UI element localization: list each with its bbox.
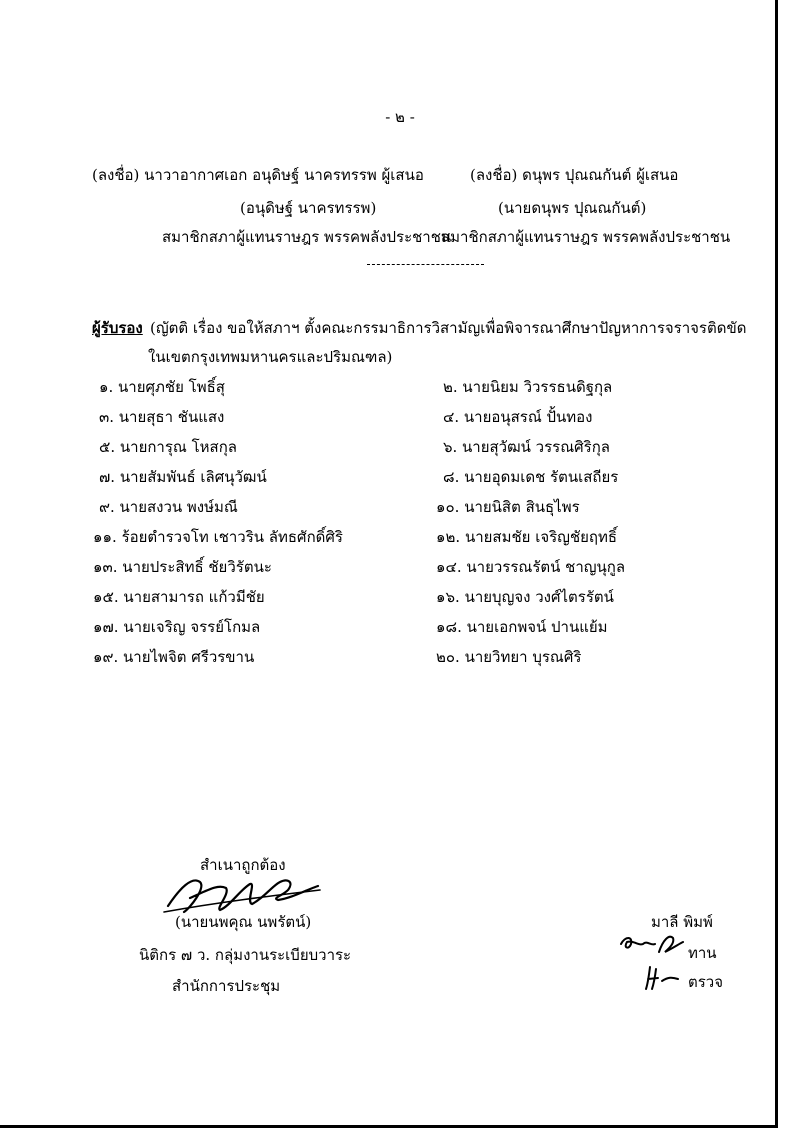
endorser-item: ๑๘. นายเอกพจน์ ปานแย้ม xyxy=(436,618,608,636)
certifier-signature xyxy=(160,868,325,918)
certification-title: สำเนาถูกต้อง xyxy=(200,856,286,874)
endorser-item: ๘. นายอุดมเดช รัตนเสถียร xyxy=(443,468,619,486)
endorser-item: ๑. นายศุภชัย โพธิ์สุ xyxy=(99,378,225,396)
reviewed-label: ทาน xyxy=(688,944,717,962)
endorser-item: ๓. นายสุธา ชันแสง xyxy=(99,408,225,426)
reviewer-initials xyxy=(617,930,687,960)
endorsement-text-line-2: ในเขตกรุงเทพมหานครและปริมณฑล) xyxy=(148,348,393,366)
verified-label: ตรวจ xyxy=(688,973,724,991)
certifier-office: สำนักการประชุม xyxy=(172,977,281,995)
endorser-item: ๒๐. นายวิทยา บุรณศิริ xyxy=(436,648,582,666)
endorser-item: ๑๔. นายวรรณรัตน์ ชาญนุกูล xyxy=(436,558,626,576)
section-divider xyxy=(367,264,484,265)
endorser-item: ๑๐. นายนิสิต สินธุไพร xyxy=(436,498,580,516)
right-proposer-title: สมาชิกสภาผู้แทนราษฎร พรรคพลังประชาชน xyxy=(441,228,731,246)
certifier-name: (นายนพคุณ นพรัตน์) xyxy=(175,913,312,931)
endorser-item: ๙. นายสงวน พงษ์มณี xyxy=(99,498,238,516)
verifier-initials xyxy=(642,963,682,993)
page-number: - ๒ - xyxy=(385,108,415,126)
endorser-item: ๑๗. นายเจริญ จรรย์โกมล xyxy=(93,618,261,636)
endorser-item: ๑๓. นายประสิทธิ์ ชัยวิรัตนะ xyxy=(93,558,272,576)
endorser-item: ๔. นายอนุสรณ์ ปั้นทอง xyxy=(443,408,593,426)
endorser-item: ๕. นายการุณ โหสกุล xyxy=(99,438,237,456)
endorser-item: ๑๒. นายสมชัย เจริญชัยฤทธิ์ xyxy=(436,528,618,546)
left-proposer-signed-line: (ลงชื่อ) นาวาอากาศเอก อนุดิษฐ์ นาครทรรพ ผู้เสนอ xyxy=(92,166,424,184)
endorser-item: ๖. นายสุวัฒน์ วรรณศิริกุล xyxy=(443,438,610,456)
endorser-item: ๑๕. นายสามารถ แก้วมีชัย xyxy=(93,588,265,606)
endorser-item: ๒. นายนิยม วิวรรธนดิฐกุล xyxy=(443,378,613,396)
typist-line: มาลี พิมพ์ xyxy=(651,913,713,931)
endorser-item: ๗. นายสัมพันธ์ เลิศนุวัฒน์ xyxy=(99,468,267,486)
endorser-item: ๑๑. ร้อยตำรวจโท เชาวริน ลัทธศักดิ์ศิริ xyxy=(93,528,343,546)
endorsement-text-line-1: (ญัตติ เรื่อง ขอให้สภาฯ ตั้งคณะกรรมาธิการวิสามัญเพื่อพิจารณาศึกษาปัญหาการจราจรติดขัด xyxy=(150,319,747,337)
certifier-position: นิติกร ๗ ว. กลุ่มงานระเบียบวาระ xyxy=(139,946,352,964)
endorsement-label: ผู้รับรอง xyxy=(92,319,143,337)
left-proposer-title: สมาชิกสภาผู้แทนราษฎร พรรคพลังประชาชน xyxy=(162,228,452,246)
endorser-item: ๑๙. นายไพจิต ศรีวรขาน xyxy=(93,648,255,666)
right-proposer-signed-line: (ลงชื่อ) ดนุพร ปุณณกันต์ ผู้เสนอ xyxy=(470,166,679,184)
endorser-item: ๑๖. นายบุญจง วงศ์ไตรรัตน์ xyxy=(436,588,614,606)
right-proposer-name: (นายดนุพร ปุณณกันต์) xyxy=(498,199,647,217)
left-proposer-name: (อนุดิษฐ์ นาครทรรพ) xyxy=(240,199,377,217)
